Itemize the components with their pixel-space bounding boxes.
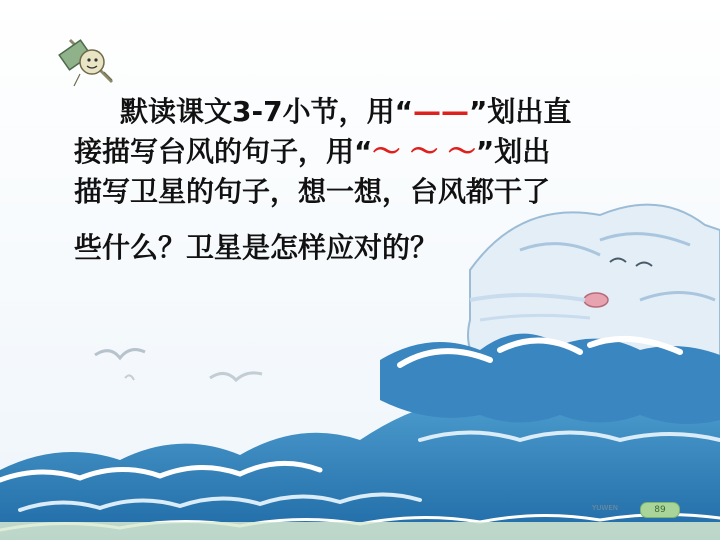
text-line-2 (74, 132, 684, 172)
text-segment: 默读课文3-7小节，用“ (120, 95, 413, 128)
straight-line-mark: —— (413, 95, 469, 128)
wavy-line-mark: ～ ～ ～ (372, 135, 476, 168)
text-line-4: 些什么？卫星是怎样应对的？ (74, 231, 439, 264)
footer-strip (0, 522, 720, 540)
text-segment: 接描写台风的句子，用“ (74, 135, 373, 168)
text-line-1 (74, 92, 684, 132)
text-segment: ”划出直 (469, 95, 572, 128)
text-line-3: 描写卫星的句子，想一想，台风都干了 (74, 175, 551, 208)
text-segment: ”划出 (475, 135, 551, 168)
page-number-badge: 89 (640, 502, 680, 518)
footer-caption: YUWEN (592, 504, 618, 512)
question-text (74, 92, 684, 268)
